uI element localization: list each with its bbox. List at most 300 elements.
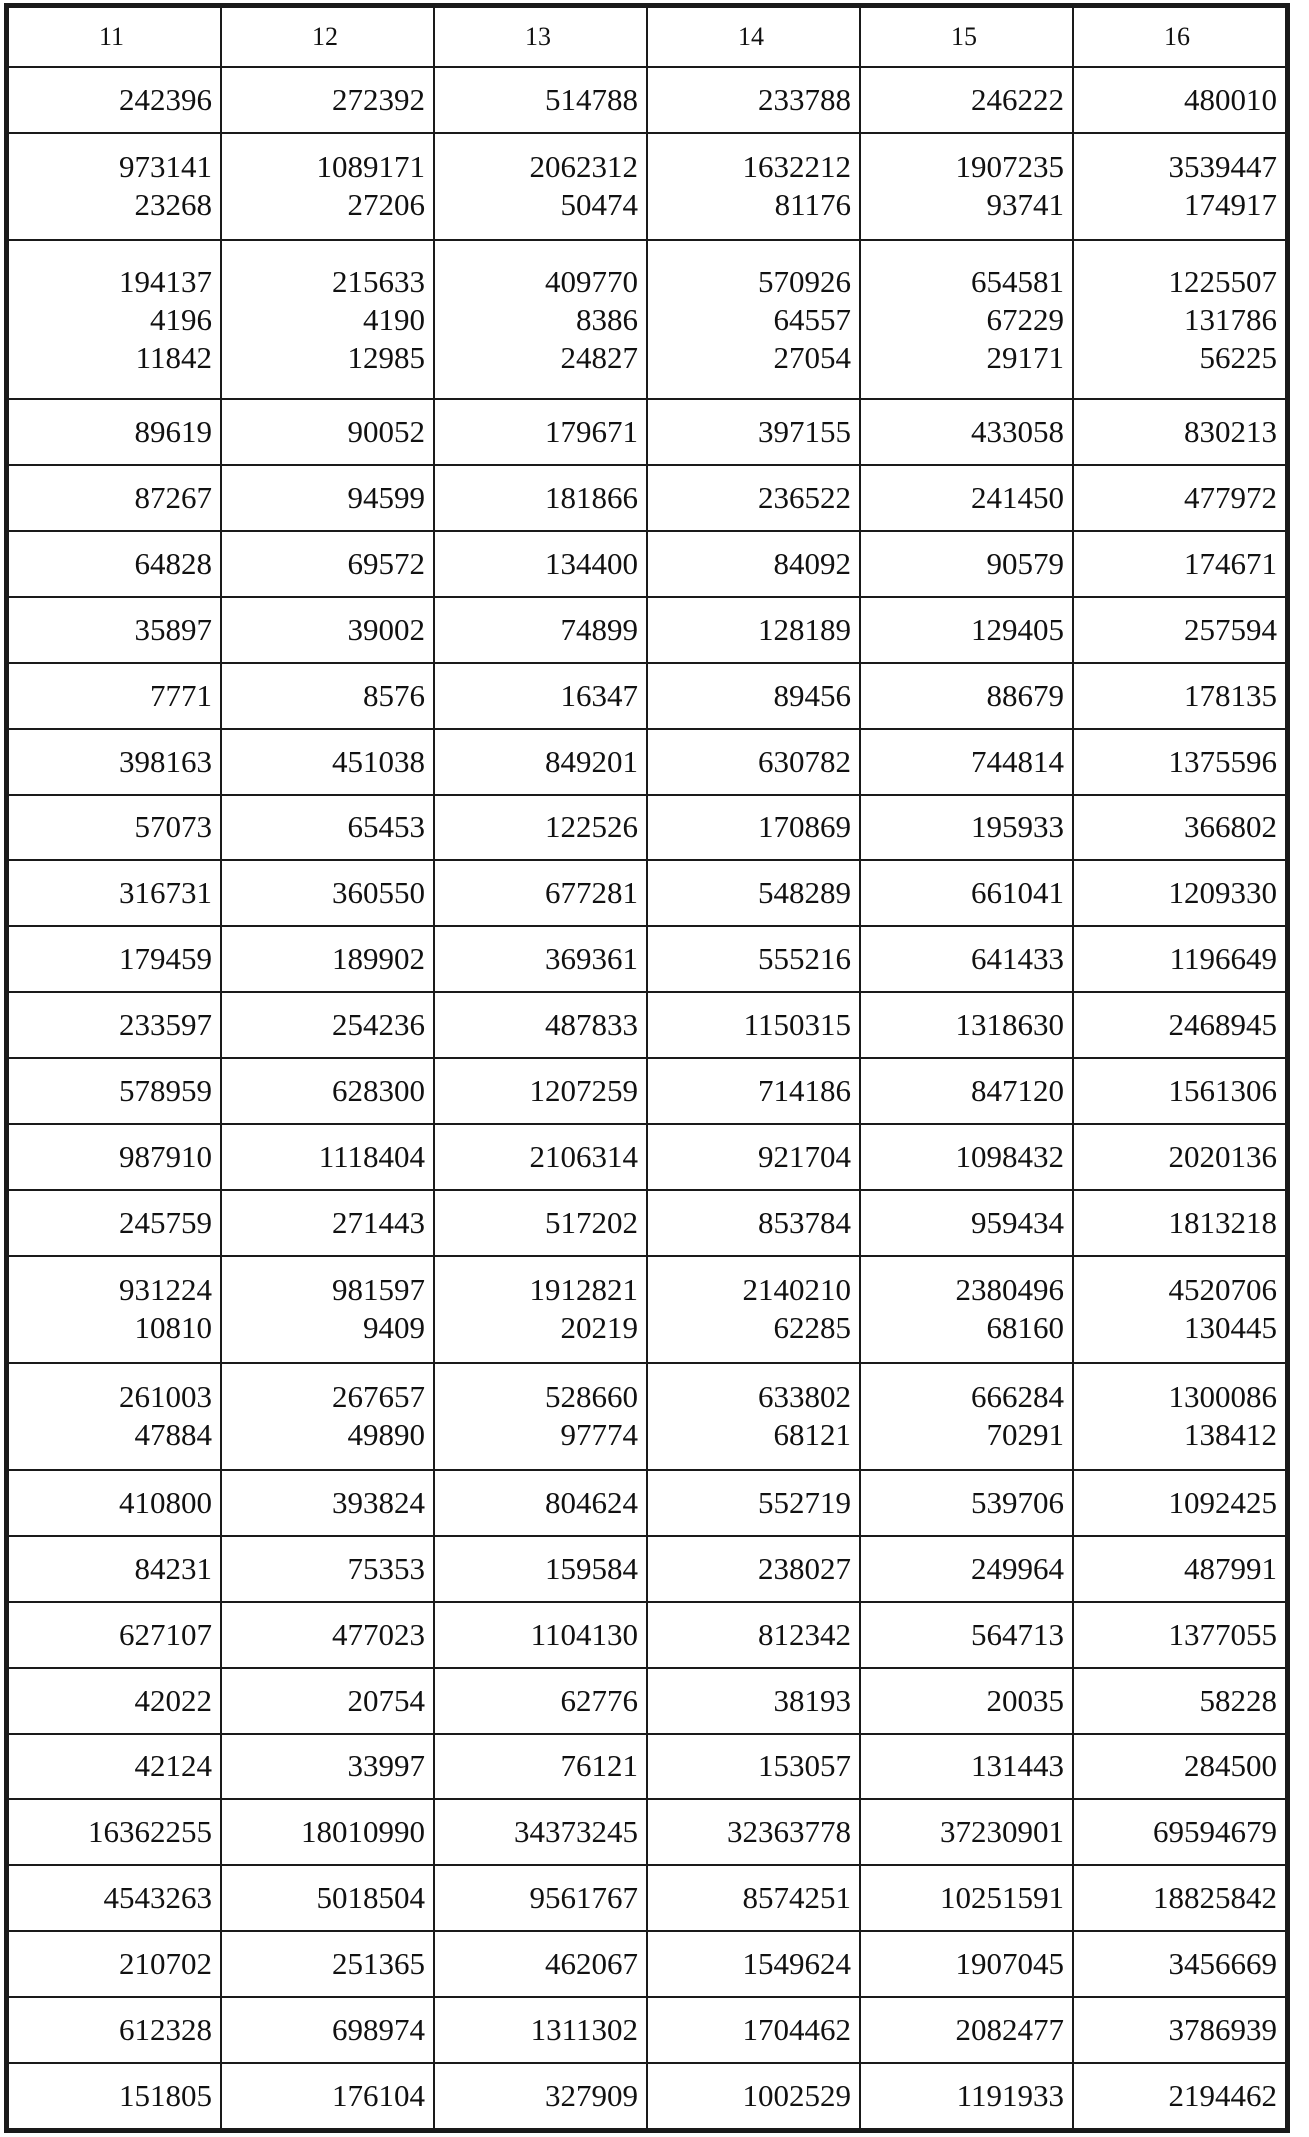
cell-value: 8386 — [576, 301, 638, 337]
cell-value: 84092 — [773, 545, 851, 581]
table-cell — [1073, 1256, 1286, 1363]
table-cell — [221, 1931, 434, 1997]
table-cell — [860, 663, 1073, 729]
table-cell — [647, 1602, 860, 1668]
table-cell — [860, 1668, 1073, 1734]
table-cell — [1073, 1865, 1286, 1931]
table-cell — [647, 1190, 860, 1256]
cell-value: 176104 — [332, 2077, 425, 2113]
table-cell — [8, 663, 221, 729]
table-row — [8, 1865, 1286, 1931]
cell-value: 241450 — [971, 480, 1064, 516]
table-row — [8, 1470, 1286, 1536]
column-header-15: 15 — [860, 7, 1073, 67]
cell-value: 257594 — [1184, 611, 1277, 647]
table-row — [8, 240, 1286, 399]
cell-value: 84231 — [134, 1550, 212, 1586]
cell-value: 987910 — [119, 1138, 212, 1174]
cell-value: 38193 — [773, 1682, 851, 1718]
table-cell — [1073, 531, 1286, 597]
table-cell — [434, 67, 647, 133]
column-header-14: 14 — [647, 7, 860, 67]
table-cell — [434, 2063, 647, 2129]
table-cell — [221, 992, 434, 1058]
table-cell — [8, 1363, 221, 1470]
table-cell — [1073, 1536, 1286, 1602]
table-cell — [434, 1058, 647, 1124]
cell-value: 804624 — [545, 1484, 638, 1520]
cell-value: 68160 — [986, 1310, 1064, 1346]
cell-value: 37230901 — [940, 1814, 1064, 1850]
cell-value: 1561306 — [1168, 1073, 1277, 1109]
cell-value: 153057 — [758, 1748, 851, 1784]
table-cell — [434, 1190, 647, 1256]
cell-value: 267657 — [332, 1379, 425, 1415]
table-cell — [8, 729, 221, 795]
table-cell — [860, 1602, 1073, 1668]
table-row — [8, 1734, 1286, 1800]
table-row — [8, 399, 1286, 465]
cell-value: 1002529 — [742, 2077, 851, 2113]
table-cell — [8, 1058, 221, 1124]
cell-value: 612328 — [119, 2012, 212, 2047]
cell-value: 272392 — [332, 81, 425, 117]
cell-value: 1300086 — [1168, 1379, 1277, 1415]
table-cell — [8, 531, 221, 597]
table-cell — [647, 1124, 860, 1190]
cell-value: 94599 — [347, 480, 425, 516]
cell-value: 830213 — [1184, 414, 1277, 450]
table-cell — [221, 1997, 434, 2063]
cell-value: 18825842 — [1153, 1880, 1277, 1916]
table-cell — [434, 1865, 647, 1931]
table-cell — [860, 240, 1073, 399]
table-cell — [8, 597, 221, 663]
cell-value: 981597 — [332, 1272, 425, 1308]
cell-value: 251365 — [332, 1946, 425, 1982]
cell-value: 11842 — [135, 339, 212, 375]
table-cell — [221, 1734, 434, 1800]
table-cell — [221, 1602, 434, 1668]
cell-value: 179459 — [119, 941, 212, 977]
cell-value: 627107 — [119, 1616, 212, 1652]
cell-value: 24827 — [560, 339, 638, 375]
cell-value: 1813218 — [1168, 1204, 1277, 1240]
table-cell — [434, 531, 647, 597]
table-cell — [434, 860, 647, 926]
table-row — [8, 531, 1286, 597]
cell-value: 8574251 — [742, 1880, 851, 1916]
cell-value: 34373245 — [514, 1814, 638, 1850]
table-cell — [8, 860, 221, 926]
table-cell — [647, 1931, 860, 1997]
cell-value: 477972 — [1184, 480, 1277, 516]
cell-value: 1098432 — [955, 1138, 1064, 1174]
table-row — [8, 860, 1286, 926]
column-header-11: 11 — [8, 7, 221, 67]
table-cell — [647, 1256, 860, 1363]
cell-value: 2020136 — [1168, 1138, 1277, 1174]
table-cell — [221, 1865, 434, 1931]
table-row — [8, 1363, 1286, 1470]
cell-value: 23268 — [134, 187, 212, 223]
table-cell — [1073, 663, 1286, 729]
table-cell — [221, 399, 434, 465]
table-cell — [434, 1602, 647, 1668]
cell-value: 1375596 — [1168, 743, 1277, 779]
table-cell — [8, 795, 221, 861]
table-row — [8, 1931, 1286, 1997]
cell-value: 58228 — [1199, 1682, 1277, 1718]
cell-value: 451038 — [332, 743, 425, 779]
table-cell — [221, 729, 434, 795]
cell-value: 29171 — [986, 339, 1064, 375]
cell-value: 16362255 — [88, 1814, 212, 1850]
table-cell — [1073, 465, 1286, 531]
cell-value: 1225507 — [1168, 263, 1277, 299]
cell-value: 548289 — [758, 875, 851, 911]
cell-value: 555216 — [758, 941, 851, 977]
table-cell — [434, 992, 647, 1058]
cell-value: 128189 — [758, 611, 851, 647]
table-cell — [860, 133, 1073, 240]
cell-value: 3786939 — [1168, 2012, 1277, 2047]
table-cell — [1073, 992, 1286, 1058]
cell-value: 2082477 — [955, 2012, 1064, 2047]
table-cell — [1073, 1734, 1286, 1800]
cell-value: 81176 — [774, 187, 851, 223]
table-cell — [221, 926, 434, 992]
table-cell — [221, 133, 434, 240]
cell-value: 477023 — [332, 1616, 425, 1652]
table-cell — [221, 1470, 434, 1536]
table-cell — [8, 1997, 221, 2063]
cell-value: 628300 — [332, 1073, 425, 1109]
table-cell — [647, 1734, 860, 1800]
cell-value: 93741 — [986, 187, 1064, 223]
table-cell — [647, 399, 860, 465]
cell-value: 4543263 — [103, 1880, 212, 1916]
cell-value: 397155 — [758, 414, 851, 450]
table-cell — [221, 2063, 434, 2129]
table-cell — [434, 729, 647, 795]
cell-value: 570926 — [758, 263, 851, 299]
table-cell — [860, 2063, 1073, 2129]
table-cell — [1073, 1602, 1286, 1668]
table-cell — [1073, 795, 1286, 861]
data-table-sheet — [4, 3, 1290, 2133]
table-cell — [860, 597, 1073, 663]
cell-value: 487833 — [545, 1007, 638, 1043]
table-cell — [8, 1536, 221, 1602]
cell-value: 410800 — [119, 1484, 212, 1520]
table-cell — [647, 2063, 860, 2129]
table-cell — [647, 1058, 860, 1124]
table-cell — [860, 1997, 1073, 2063]
table-row — [8, 1058, 1286, 1124]
cell-value: 246222 — [971, 81, 1064, 117]
cell-value: 151805 — [119, 2077, 212, 2113]
cell-value: 528660 — [545, 1379, 638, 1415]
cell-value: 238027 — [758, 1550, 851, 1586]
table-cell — [434, 926, 647, 992]
cell-value: 64828 — [134, 545, 212, 581]
cell-value: 633802 — [758, 1379, 851, 1415]
table-cell — [647, 663, 860, 729]
cell-value: 2380496 — [955, 1272, 1064, 1308]
cell-value: 27206 — [347, 187, 425, 223]
table-cell — [8, 1602, 221, 1668]
cell-value: 4196 — [150, 301, 212, 337]
table-cell — [1073, 240, 1286, 399]
table-cell — [1073, 1931, 1286, 1997]
cell-value: 178135 — [1184, 677, 1277, 713]
cell-value: 49890 — [347, 1417, 425, 1453]
table-cell — [647, 1799, 860, 1865]
cell-value: 39002 — [347, 611, 425, 647]
cell-value: 8576 — [363, 677, 425, 713]
cell-value: 10810 — [134, 1310, 212, 1346]
cell-value: 1207259 — [529, 1073, 638, 1109]
cell-value: 517202 — [545, 1204, 638, 1240]
table-cell — [221, 1058, 434, 1124]
cell-value: 35897 — [134, 611, 212, 647]
cell-value: 853784 — [758, 1204, 851, 1240]
table-cell — [1073, 926, 1286, 992]
cell-value: 189902 — [332, 941, 425, 977]
cell-value: 847120 — [971, 1073, 1064, 1109]
cell-value: 74899 — [560, 611, 638, 647]
table-cell — [860, 1470, 1073, 1536]
table-row — [8, 1799, 1286, 1865]
cell-value: 56225 — [1199, 339, 1277, 375]
cell-value: 233597 — [119, 1007, 212, 1043]
table-row — [8, 1536, 1286, 1602]
table-cell — [860, 1799, 1073, 1865]
table-cell — [8, 1124, 221, 1190]
table-row — [8, 1668, 1286, 1734]
cell-value: 70291 — [986, 1417, 1064, 1453]
cell-value: 88679 — [986, 677, 1064, 713]
cell-value: 487991 — [1184, 1550, 1277, 1586]
table-cell — [1073, 1058, 1286, 1124]
column-header-12: 12 — [221, 7, 434, 67]
table-cell — [221, 1124, 434, 1190]
table-cell — [860, 1931, 1073, 1997]
cell-value: 539706 — [971, 1484, 1064, 1520]
table-cell — [1073, 1799, 1286, 1865]
cell-value: 7771 — [150, 677, 212, 713]
cell-value: 366802 — [1184, 809, 1277, 845]
table-row — [8, 926, 1286, 992]
cell-value: 1118404 — [318, 1138, 425, 1174]
cell-value: 3539447 — [1168, 149, 1277, 185]
table-cell — [1073, 2063, 1286, 2129]
table-cell — [221, 240, 434, 399]
cell-value: 1191933 — [956, 2077, 1064, 2113]
cell-value: 62285 — [773, 1310, 851, 1346]
cell-value: 2062312 — [529, 149, 638, 185]
cell-value: 194137 — [119, 263, 212, 299]
cell-value: 677281 — [545, 875, 638, 911]
cell-value: 122526 — [545, 809, 638, 845]
cell-value: 261003 — [119, 1379, 212, 1415]
cell-value: 12985 — [347, 339, 425, 375]
table-cell — [221, 860, 434, 926]
data-table — [7, 6, 1287, 2130]
table-row — [8, 1997, 1286, 2063]
table-cell — [8, 465, 221, 531]
table-cell — [221, 1190, 434, 1256]
cell-value: 69572 — [347, 545, 425, 581]
table-cell — [8, 240, 221, 399]
cell-value: 2140210 — [742, 1272, 851, 1308]
cell-value: 921704 — [758, 1138, 851, 1174]
cell-value: 1907235 — [955, 149, 1064, 185]
table-cell — [434, 1536, 647, 1602]
cell-value: 89456 — [773, 677, 851, 713]
cell-value: 714186 — [758, 1073, 851, 1109]
cell-value: 1104130 — [530, 1616, 638, 1652]
cell-value: 9409 — [363, 1310, 425, 1346]
table-cell — [647, 597, 860, 663]
cell-value: 87267 — [134, 480, 212, 516]
table-cell — [221, 597, 434, 663]
cell-value: 327909 — [545, 2077, 638, 2113]
cell-value: 3456669 — [1168, 1946, 1277, 1982]
table-cell — [8, 992, 221, 1058]
header-row — [8, 7, 1286, 67]
table-cell — [434, 597, 647, 663]
table-cell — [1073, 597, 1286, 663]
cell-value: 1092425 — [1168, 1484, 1277, 1520]
table-cell — [434, 133, 647, 240]
table-cell — [434, 1470, 647, 1536]
table-cell — [1073, 860, 1286, 926]
table-row — [8, 992, 1286, 1058]
table-cell — [434, 1256, 647, 1363]
cell-value: 32363778 — [727, 1814, 851, 1850]
cell-value: 1704462 — [742, 2012, 851, 2047]
table-cell — [860, 67, 1073, 133]
cell-value: 578959 — [119, 1073, 212, 1109]
cell-value: 130445 — [1184, 1310, 1277, 1346]
cell-value: 129405 — [971, 611, 1064, 647]
cell-value: 661041 — [971, 875, 1064, 911]
cell-value: 89619 — [134, 414, 212, 450]
cell-value: 215633 — [332, 263, 425, 299]
cell-value: 480010 — [1184, 81, 1277, 117]
table-cell — [434, 1668, 647, 1734]
cell-value: 97774 — [560, 1417, 638, 1453]
table-cell — [221, 1536, 434, 1602]
table-cell — [647, 1470, 860, 1536]
cell-value: 2468945 — [1168, 1007, 1277, 1043]
cell-value: 1907045 — [955, 1946, 1064, 1982]
table-cell — [434, 465, 647, 531]
cell-value: 62776 — [560, 1682, 638, 1718]
cell-value: 20219 — [560, 1310, 638, 1346]
cell-value: 210702 — [119, 1946, 212, 1982]
table-cell — [434, 795, 647, 861]
table-cell — [1073, 1190, 1286, 1256]
table-cell — [647, 926, 860, 992]
cell-value: 666284 — [971, 1379, 1064, 1415]
table-row — [8, 1256, 1286, 1363]
cell-value: 20754 — [347, 1682, 425, 1718]
cell-value: 69594679 — [1153, 1814, 1277, 1850]
table-cell — [647, 1363, 860, 1470]
cell-value: 245759 — [119, 1204, 212, 1240]
cell-value: 462067 — [545, 1946, 638, 1982]
table-cell — [860, 1190, 1073, 1256]
table-cell — [860, 992, 1073, 1058]
cell-value: 360550 — [332, 875, 425, 911]
cell-value: 68121 — [773, 1417, 851, 1453]
table-body — [8, 67, 1286, 2129]
cell-value: 1912821 — [529, 1272, 638, 1308]
table-cell — [647, 1668, 860, 1734]
cell-value: 57073 — [134, 809, 212, 845]
table-cell — [860, 1124, 1073, 1190]
table-cell — [860, 531, 1073, 597]
table-cell — [434, 1799, 647, 1865]
table-cell — [221, 663, 434, 729]
cell-value: 1377055 — [1168, 1616, 1277, 1652]
cell-value: 134400 — [545, 545, 638, 581]
table-cell — [221, 1668, 434, 1734]
cell-value: 75353 — [347, 1550, 425, 1586]
table-cell — [860, 1256, 1073, 1363]
table-cell — [1073, 1997, 1286, 2063]
cell-value: 409770 — [545, 263, 638, 299]
cell-value: 18010990 — [301, 1814, 425, 1850]
table-row — [8, 1602, 1286, 1668]
table-cell — [8, 399, 221, 465]
table-cell — [647, 1997, 860, 2063]
table-cell — [8, 1470, 221, 1536]
table-cell — [221, 67, 434, 133]
cell-value: 369361 — [545, 941, 638, 977]
cell-value: 1632212 — [742, 149, 851, 185]
table-cell — [647, 860, 860, 926]
table-cell — [434, 399, 647, 465]
cell-value: 1150315 — [743, 1007, 851, 1043]
table-cell — [1073, 729, 1286, 795]
cell-value: 131786 — [1184, 301, 1277, 337]
cell-value: 64557 — [773, 301, 851, 337]
table-cell — [647, 465, 860, 531]
cell-value: 249964 — [971, 1550, 1064, 1586]
cell-value: 90052 — [347, 414, 425, 450]
cell-value: 2106314 — [529, 1138, 638, 1174]
cell-value: 174671 — [1184, 545, 1277, 581]
table-row — [8, 729, 1286, 795]
table-cell — [1073, 1668, 1286, 1734]
cell-value: 174917 — [1184, 187, 1277, 223]
table-cell — [647, 133, 860, 240]
table-cell — [860, 399, 1073, 465]
cell-value: 10251591 — [940, 1880, 1064, 1916]
cell-value: 179671 — [545, 414, 638, 450]
cell-value: 5018504 — [316, 1880, 425, 1916]
table-row — [8, 465, 1286, 531]
column-header-13: 13 — [434, 7, 647, 67]
cell-value: 1196649 — [1169, 941, 1277, 977]
cell-value: 16347 — [560, 677, 638, 713]
cell-value: 76121 — [560, 1748, 638, 1784]
table-cell — [860, 1865, 1073, 1931]
